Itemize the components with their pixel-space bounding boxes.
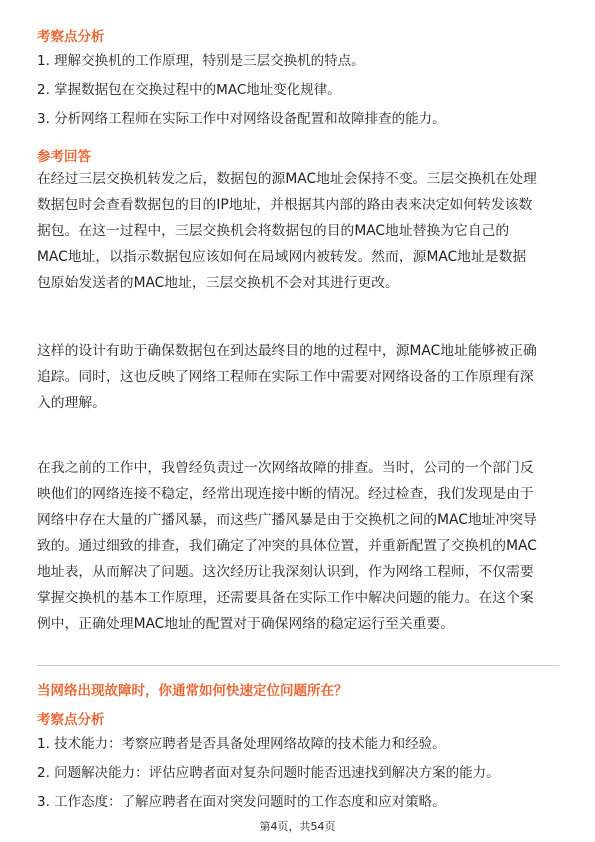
answer-paragraph — [37, 338, 562, 416]
section-divider — [37, 665, 559, 666]
question-heading: 当网络出现故障时，你通常如何快速定位问题所在？ — [37, 683, 348, 699]
paragraph-line: 在经过三层交换机转发之后，数据包的源MAC地址会保持不变。三层交换机在处理 — [37, 171, 537, 187]
answer-paragraph — [37, 166, 562, 296]
paragraph-line: 在我之前的工作中，我曾经负责过一次网络故障的排查。当时，公司的一个部门反 — [37, 460, 534, 476]
analysis-heading: 考察点分析 — [37, 29, 105, 45]
paragraph-line: 据包。在这一过程中，三层交换机会将数据包的目的MAC地址替换为它自己的 — [37, 223, 510, 239]
paragraph-line: 例中，正确处理MAC地址的配置对于确保网络的稳定运行至关重要。 — [37, 616, 455, 632]
paragraph-line: 追踪。同时，这也反映了网络工程师在实际工作中需要对网络设备的工作原理有深 — [37, 369, 534, 385]
analysis-point: 1. 技术能力：考察应聘者是否具备处理网络故障的技术能力和经验。 — [37, 736, 446, 752]
paragraph-line: 致的。通过细致的排查，我们确定了冲突的具体位置，并重新配置了交换机的MAC — [37, 538, 537, 554]
analysis-point: 1. 理解交换机的工作原理，特别是三层交换机的特点。 — [37, 53, 365, 69]
analysis-point: 2. 问题解决能力：评估应聘者面对复杂问题时能否迅速找到解决方案的能力。 — [37, 765, 500, 781]
analysis-point: 3. 工作态度：了解应聘者在面对突发问题时的工作态度和应对策略。 — [37, 794, 446, 810]
paragraph-line: 地址表，从而解决了问题。这次经历让我深刻认识到，作为网络工程师，不仅需要 — [37, 564, 534, 580]
answer-paragraph — [37, 455, 562, 637]
paragraph-line: 包原始发送者的MAC地址，三层交换机不会对其进行更改。 — [37, 275, 399, 291]
paragraph-line: MAC地址，以指示数据包应该如何在局域网内被转发。然而，源MAC地址是数据 — [37, 249, 527, 265]
paragraph-line: 这样的设计有助于确保数据包在到达最终目的地的过程中，源MAC地址能够被正确 — [37, 343, 537, 359]
paragraph-line: 掌握交换机的基本工作原理，还需要具备在实际工作中解决问题的能力。在这个案 — [37, 590, 534, 606]
analysis-heading: 考察点分析 — [37, 712, 105, 728]
page-number: 第4页，共54页 — [259, 820, 336, 833]
paragraph-line: 入的理解。 — [37, 395, 106, 411]
analysis-point: 3. 分析网络工程师在实际工作中对网络设备配置和故障排查的能力。 — [37, 111, 446, 127]
analysis-point: 2. 掌握数据包在交换过程中的MAC地址变化规律。 — [37, 82, 341, 98]
answer-heading: 参考回答 — [37, 149, 91, 165]
paragraph-line: 网络中存在大量的广播风暴，而这些广播风暴是由于交换机之间的MAC地址冲突导 — [37, 512, 537, 528]
paragraph-line: 映他们的网络连接不稳定，经常出现连接中断的情况。经过检查，我们发现是由于 — [37, 486, 534, 502]
paragraph-line: 数据包时会查看数据包的目的IP地址，并根据其内部的路由表来决定如何转发该数 — [37, 197, 533, 213]
